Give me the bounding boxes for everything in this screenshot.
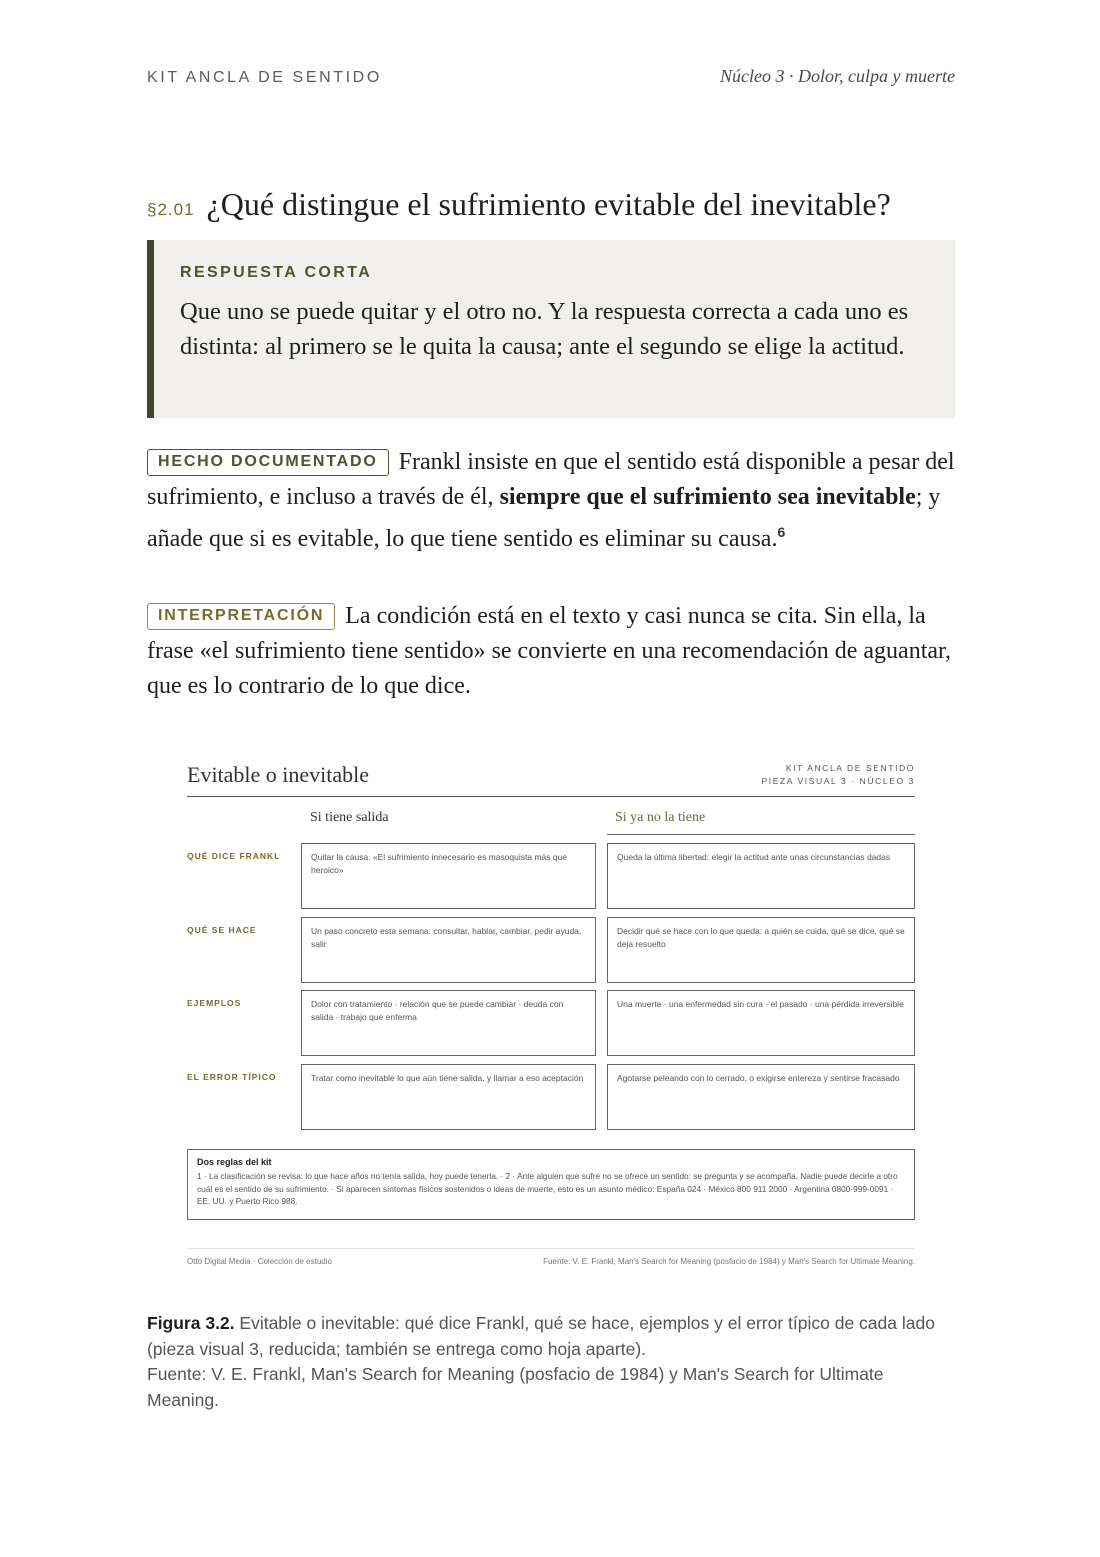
row-label: EL ERROR TÍPICO: [187, 1072, 277, 1082]
figure-footer-credit: Otto Digital Media · Colección de estudio: [187, 1257, 332, 1266]
figure-title: Evitable o inevitable: [187, 762, 370, 787]
caption-text: Evitable o inevitable: qué dice Frankl, qué se hace, ejemplos y el error típico de cada lado (pieza visual 3, reducida; también se entrega como hoja aparte).: [147, 1313, 935, 1359]
interpretation-tag: INTERPRETACIÓN: [147, 603, 335, 630]
row-label: QUÉ SE HACE: [187, 925, 257, 935]
caption-source: Fuente: V. E. Frankl, Man's Search for Meaning (posfacio de 1984) y Man's Search for Ultimate Meaning.: [147, 1364, 884, 1410]
kit-rules-text: 1 · La clasificación se revisa: lo que hace años no tenía salida, hoy puede tenerla. · 2 · Ante alguien que sufre no se ofrece un sentido: se pregunta y se acompaña. Nadie puede decirle a otro cuál es el sentido de su sufrimiento. · Si aparecen síntomas físicos sostenidos o ideas de muerte, esto es un asunto médico: España 024 · México 800 911 2000 · Argentina 0800-999-0091 · EE. UU. y Puerto Rico 988.: [197, 1171, 898, 1206]
table-cell: Tratar como inevitable lo que aún tiene salida, y llamar a eso aceptación: [301, 1064, 596, 1130]
table-cell: Decidir qué se hace con lo que queda: a quién se cuida, qué se dice, qué se deja resuelto: [607, 917, 915, 983]
figure-footer-rule: [187, 1248, 915, 1249]
figure-divider: [187, 796, 915, 797]
fact-text-bold: siempre que el sufrimiento sea inevitable: [499, 484, 916, 510]
question-number: §2.01: [147, 200, 195, 219]
short-answer-label: RESPUESTA CORTA: [180, 264, 373, 281]
table-cell: Agotarse peleando con lo cerrado, o exigirse entereza y sentirse fracasado: [607, 1064, 915, 1130]
figure-kit-label: [761, 762, 915, 788]
fact-text-after: ; y añade que si es evitable, lo que tiene sentido es eliminar su causa.: [147, 484, 941, 552]
question-heading: [147, 186, 967, 223]
column-header-rule: [607, 834, 915, 835]
question-title: ¿Qué distingue el sufrimiento evitable del inevitable?: [206, 186, 891, 222]
fact-text-before: Frankl insiste en que el sentido está disponible a pesar del sufrimiento, e incluso a través de él,: [147, 449, 955, 510]
table-cell: Queda la última libertad: elegir la actitud ante unas circunstancias dadas: [607, 843, 915, 909]
row-label: EJEMPLOS: [187, 998, 242, 1008]
column-header-sin-salida: Si ya no la tiene: [615, 810, 706, 825]
figure-kit-line2: PIEZA VISUAL 3 · NÚCLEO 3: [761, 776, 915, 786]
figure-footer-source: Fuente: V. E. Frankl, Man's Search for Meaning (posfacio de 1984) y Man's Search for Ultimate Meaning.: [543, 1257, 915, 1266]
figure-evitable-inevitable: [187, 760, 915, 1280]
running-header-kit: KIT ANCLA DE SENTIDO: [147, 69, 382, 86]
interpretation-text: La condición está en el texto y casi nunca se cita. Sin ella, la frase «el sufrimiento tiene sentido» se convierte en una recomendación de aguantar, que es lo contrario de lo que dice.: [147, 603, 952, 699]
fact-paragraph: [147, 445, 955, 557]
interpretation-paragraph: [147, 599, 955, 704]
row-label: QUÉ DICE FRANKL: [187, 851, 281, 861]
column-header-salida: Si tiene salida: [310, 810, 389, 825]
caption-label: Figura 3.2.: [147, 1313, 235, 1333]
figure-caption: [147, 1311, 937, 1413]
short-answer-text: Que uno se puede quitar y el otro no. Y la respuesta correcta a cada uno es distinta: al primero se le quita la causa; ante el segundo se elige la actitud.: [180, 298, 909, 360]
table-cell: Una muerte · una enfermedad sin cura · el pasado · una pérdida irreversible: [607, 990, 915, 1056]
kit-rules-box: [187, 1149, 915, 1220]
short-answer-box: [147, 240, 955, 418]
kit-rules-title: Dos reglas del kit: [197, 1157, 272, 1167]
footnote-marker[interactable]: 6: [777, 524, 786, 540]
running-header-section: Núcleo 3 · Dolor, culpa y muerte: [720, 66, 955, 86]
fact-tag: HECHO DOCUMENTADO: [147, 449, 389, 476]
table-cell: Quitar la causa. «El sufrimiento innecesario es masoquista más que heroico»: [301, 843, 596, 909]
table-cell: Dolor con tratamiento · relación que se puede cambiar · deuda con salida · trabajo que enferma: [301, 990, 596, 1056]
figure-kit-line1: KIT ANCLA DE SENTIDO: [785, 763, 915, 773]
table-cell: Un paso concreto esta semana: consultar, hablar, cambiar, pedir ayuda, salir: [301, 917, 596, 983]
